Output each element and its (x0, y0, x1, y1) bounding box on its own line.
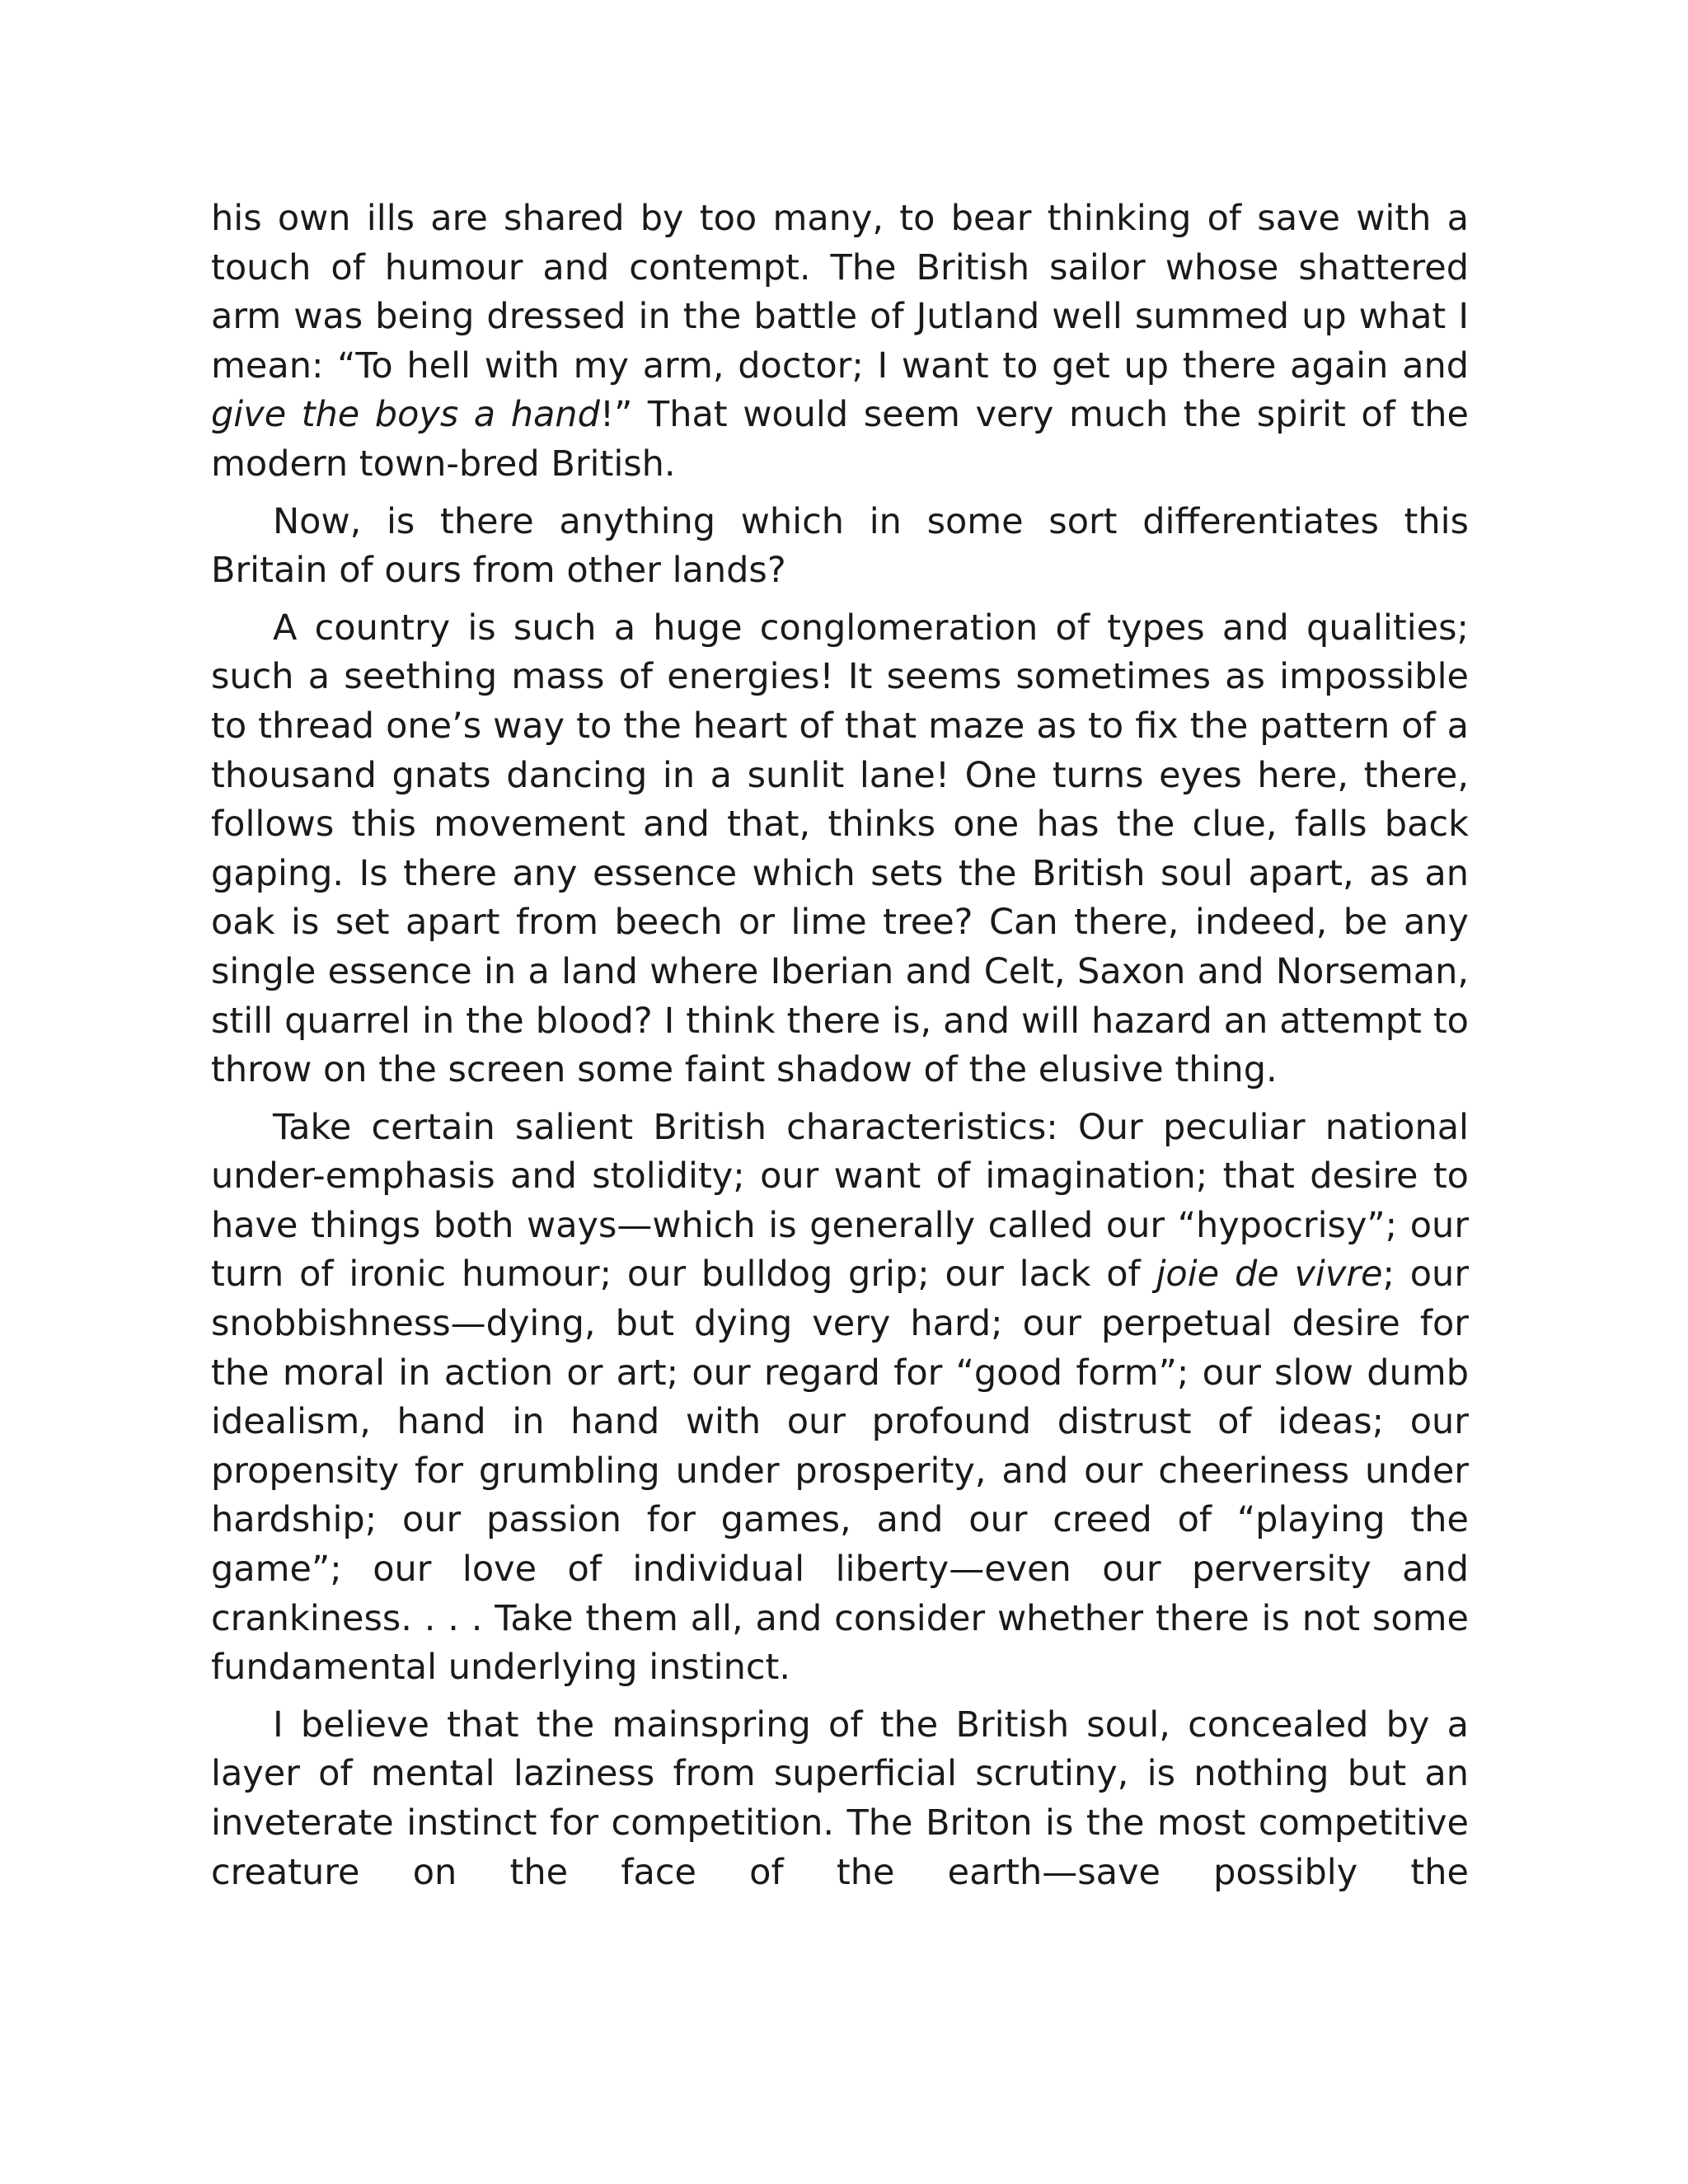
emphasis-text: give the boys a hand (211, 394, 600, 436)
paragraph-5 (211, 1701, 1469, 1897)
paragraph-text: A country is such a huge conglomeration of types and qualities; such a seething mass of energies! It seems sometimes as impossible to thread one’s way to the heart of that maze as to fix the pattern of a thousand gnats dancing in a sunlit lane! One turns eyes here, there, follows this movement and that, thinks one has the clue, falls back gaping. Is there any essence which sets the British soul apart, as an oak is set apart from beech or lime tree? Can there, indeed, be any single essence in a land where Iberian and Celt, Saxon and Norseman, still quarrel in the blood? I think there is, and will hazard an attempt to throw on the screen some faint shadow of the elusive thing. (211, 607, 1469, 1091)
paragraph-text: his own ills are shared by too many, to bear thinking of save with a touch of humour and contempt. The British sailor whose shattered arm was being dressed in the battle of Jutland well summed up what I mean: “To hell with my arm, doctor; I want to get up there again and (211, 198, 1469, 387)
paragraph-2 (211, 498, 1469, 596)
paragraph-3 (211, 604, 1469, 1095)
paragraph-text: Take certain salient British characteristics: Our peculiar national under-emphasis and stolidity; our want of imagination; that desire to have things both ways—which is generally called our “hypocrisy”; our turn of ironic humour; our bulldog grip; our lack of (211, 1106, 1469, 1296)
paragraph-text: Now, is there anything which in some sort differentiates this Britain of ours from other lands? (211, 500, 1469, 592)
paragraph-text: I believe that the mainspring of the British soul, concealed by a layer of mental laziness from superficial scrutiny, is nothing but an inveterate instinct for competition. The Briton is the most competitive creature on the face of the earth—save possibly the (211, 1704, 1469, 1893)
paragraph-text: ; our snobbishness—dying, but dying very hard; our perpetual desire for the moral in action or art; our regard for “good form”; our slow dumb idealism, hand in hand with our profound distrust of ideas; our propensity for grumbling under prosperity, and our cheeriness under hardship; our passion for games, and our creed of “playing the game”; our love of individual liberty—even our perversity and crankiness. . . . Take them all, and consider whether there is not some fundamental underlying instinct. (211, 1254, 1469, 1689)
paragraph-text: !” That would seem very much the spirit of the modern town-bred British. (211, 394, 1469, 485)
paragraph-1 (211, 194, 1469, 490)
paragraph-4 (211, 1104, 1469, 1693)
page-body (211, 194, 1469, 1905)
emphasis-text: joie de vivre (1156, 1254, 1383, 1296)
